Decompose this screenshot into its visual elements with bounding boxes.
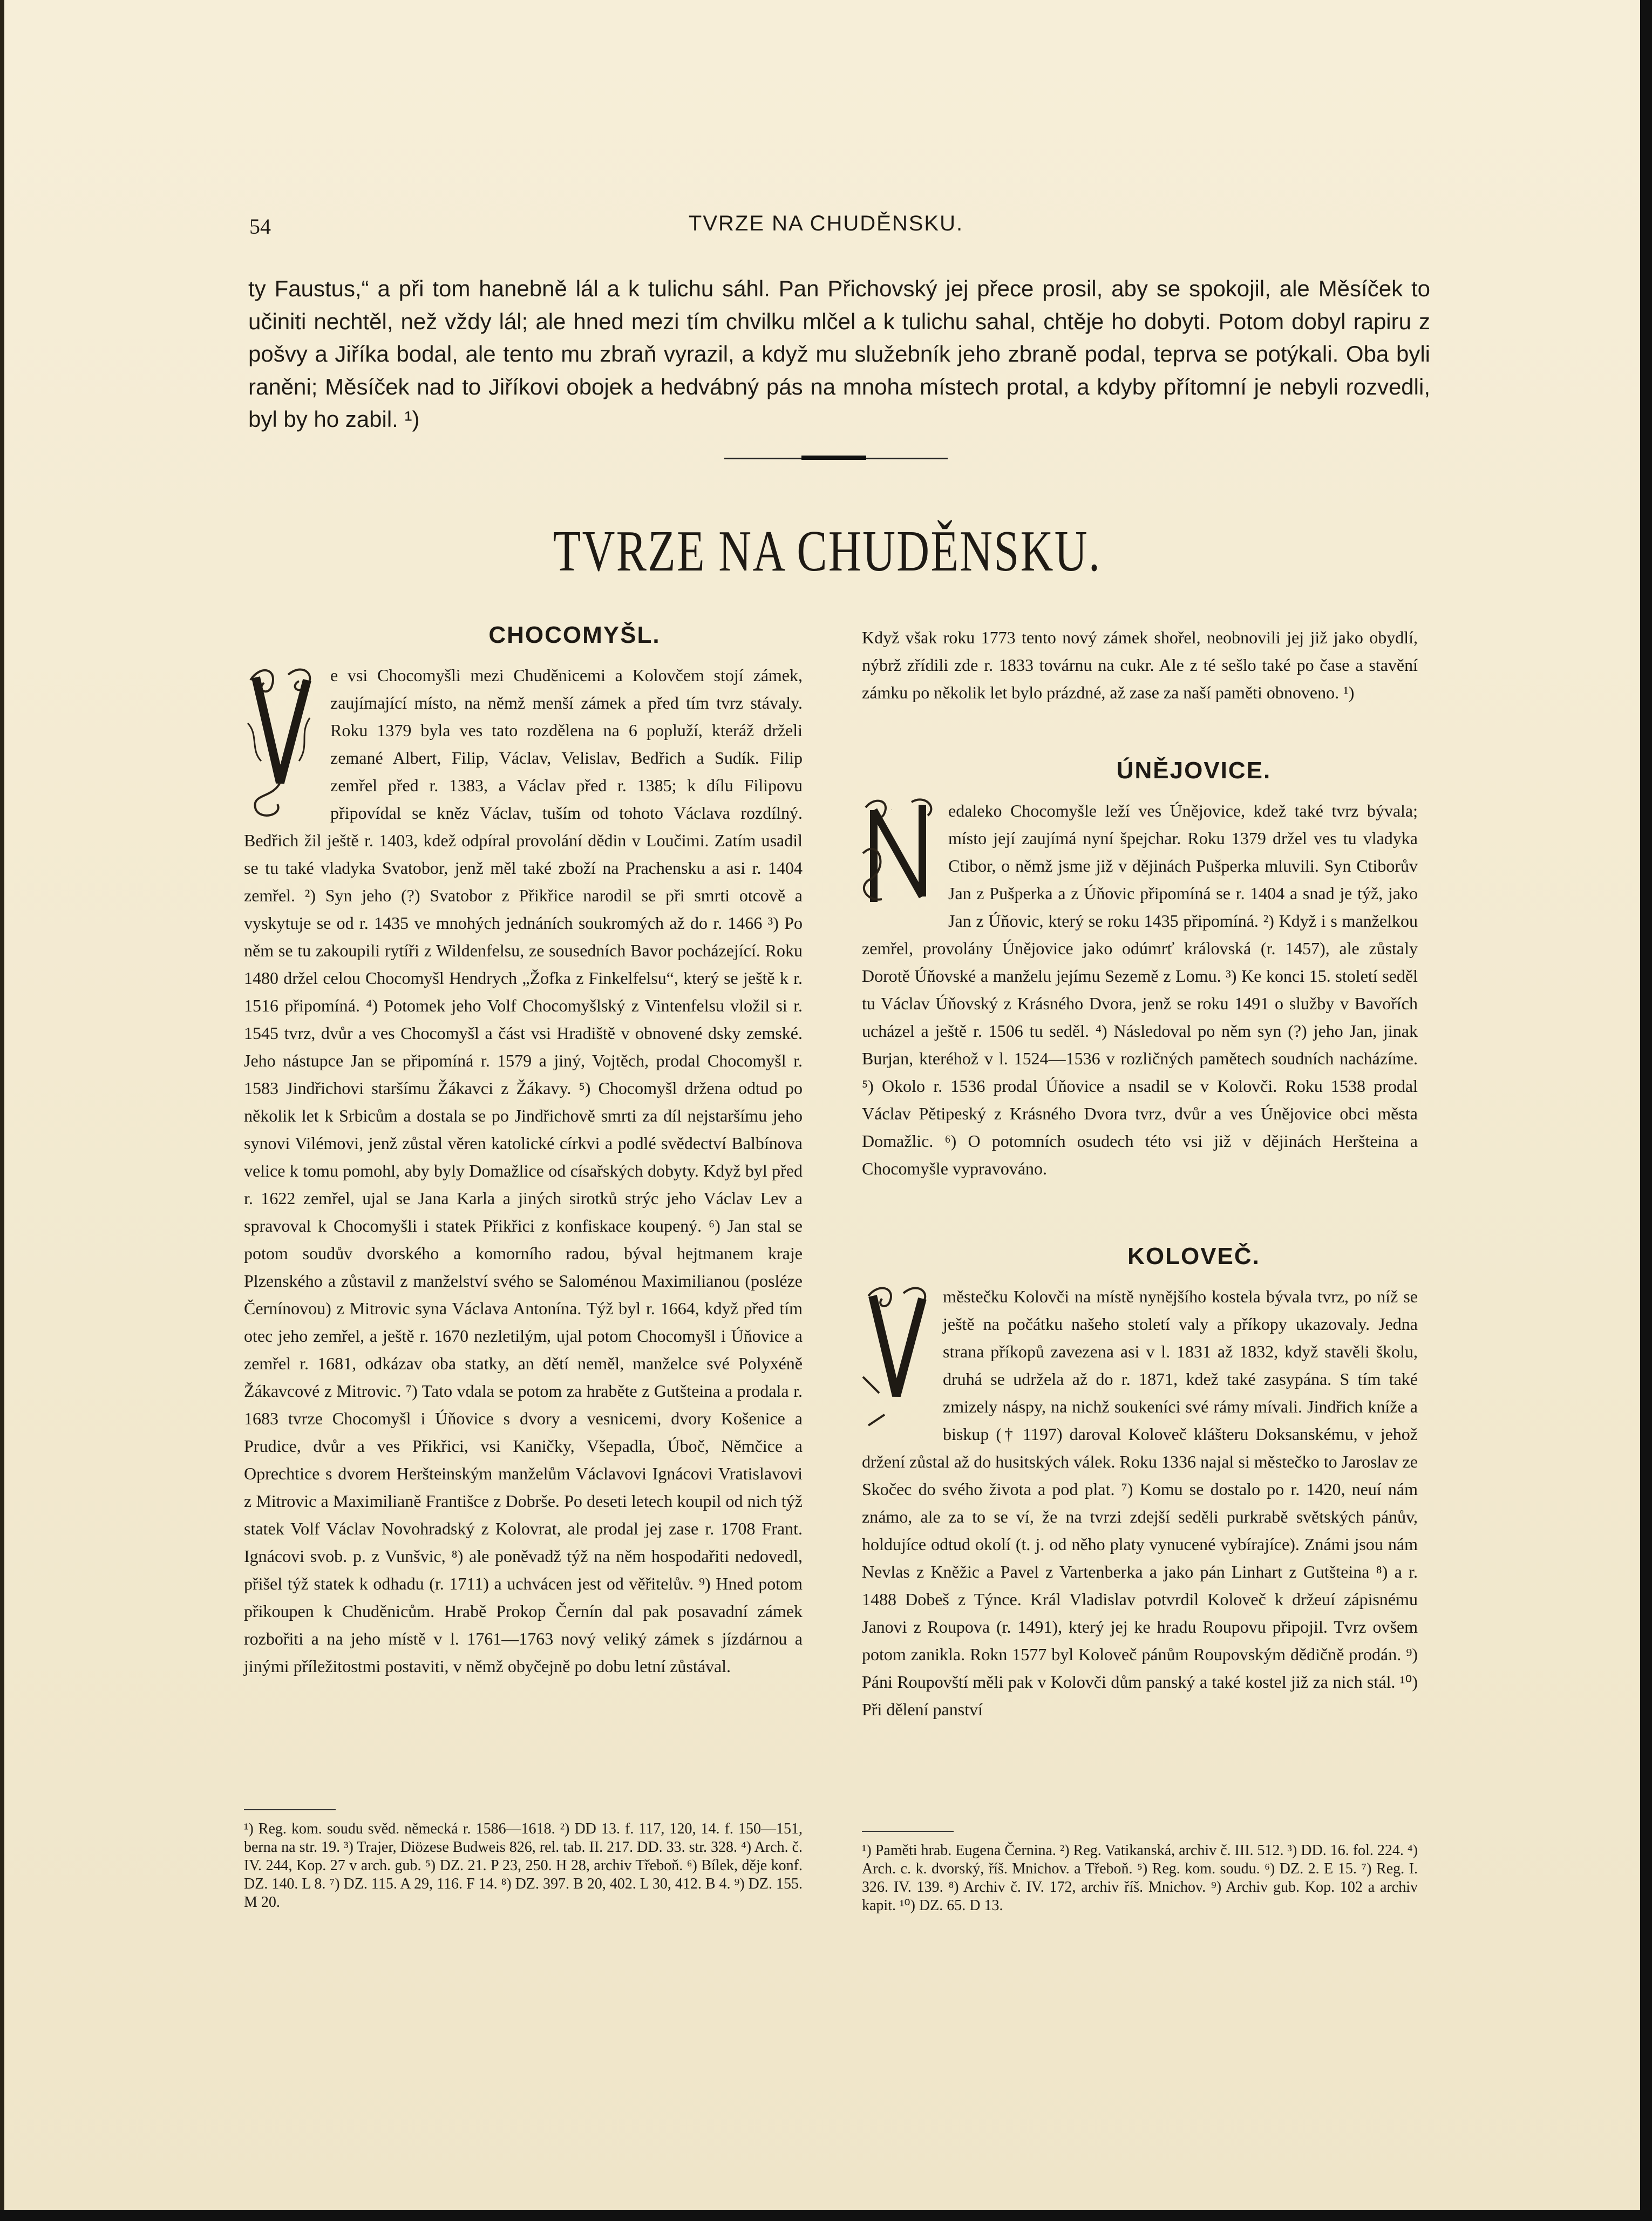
- section-text-chocomysl: [244, 662, 803, 1680]
- ornamental-initial-letter: V: [891, 1295, 892, 1296]
- main-title: TVRZE NA CHUDĚNSKU.: [553, 519, 1102, 583]
- ornamental-initial-n: [858, 794, 939, 913]
- intro-paragraph: [248, 273, 1430, 436]
- section-text-chocomysl-body: e vsi Chocomyšli mezi Chuděnicemi a Kolovčem stojí zámek, zaujímající místo, na němž menší zámek a před tím tvrz stávaly. Roku 1379 byla ves tato rozdělena na 6 popluží, kteráž drželi zemané Albert, Filip, Václav, Velislav, Bedřich a Sudík. Filip zemřel před r. 1383, a Václav před r. 1385; k dílu Filipovu připovídal se kněz Václav, tuším od tohoto Václava rozdílný. Bedřich žil ještě r. 1403, kdež odpíral provolání dědin v Loučimi. Zatím usadil se tu také vladyka Svatobor, jenž měl také zboží na Prachensku a asi r. 1404 zemřel. ²) Syn jeho (?) Svatobor z Přikřice narodil se při smrti otcově a vyskytuje se od r. 1435 ve mnohých jednáních soukromých až do r. 1466 ³) Po něm se tu zakoupili rytíři z Wildenfelsu, ze sousedních Bavor pocházející. Roku 1480 držel celou Chocomyšl Hendrych „Žofka z Finkelfelsu“, který se ještě k r. 1516 připomíná. ⁴) Potomek jeho Volf Chocomyšlský z Vintenfelsu vložil si r. 1545 tvrz, dvůr a ves Chocomyšl a část vsi Hradiště v obnovené dsky zemské. Jeho nástupce Jan se připomíná r. 1579 a jiný, Vojtěch, prodal Chocomyšl r. 1583 Jindřichovi staršímu Žákavci z Žákavy. ⁵) Chocomyšl držena odtud po několik let k Srbicům a dostala se po Jindřichově smrti za díl nejstaršímu jeho synovi Vilémovi, jenž zůstal věren katolické církvi a podlé svědectví Balbínova velice k tomu pomohl, aby byly Domažlice od císařských dobyty. Když byl před r. 1622 zemřel, ujal se Jana Karla a jiných sirotků strýc jeho Václav Lev a spravoval k Chocomyšli i statek Přikřici z konfiskace koupený. ⁶) Jan stal se potom soudův dvorského a komorního radou, býval hejtmanem kraje Plzenského a zůstavil z manželství svého se Saloménou Maximilianou (posléze Černínovou) z Mitrovic syna Václava Antonína. Týž byl r. 1664, když před tím otec jeho zemřel, a ještě r. 1670 nezletilým, ujal potom Chocomyšl i Úňovice a zemřel r. 1681, odkázav oba statky, an dětí neměl, manželce své Polyxéně Žákavcové z Mitrovic. ⁷) Tato vdala se potom za hraběte z Gutšteina a prodala r. 1683 tvrze Chocomyšl i Úňovice s dvory a vesnicemi, dvory Košenice a Prudice, dvůr a ves Přikřici, vsi Kaničky, Všepadla, Úboč, Němčice a Oprechtice s dvorem Heršteinským manželům Václavovi Ignácovi Vratislavovi z Mitrovic a Maximilianě Františce z Dobrše. Po deseti letech koupil od nich týž statek Volf Václav Novohradský z Kolovrat, ale prodal jej zase r. 1708 Frant. Ignácovi svob. p. z Vunšvic, ⁸) ale poněvadž týž na něm hospodařiti nedovedl, přišel týž statek k odhadu (r. 1711) a uchvácen jest od věřitelův. ⁹) Hned potom přikoupen k Chuděnicům. Hrabě Prokop Černín dal pak posavadní zámek rozbořiti a na jeho místě v l. 1761—1763 nový veliký zámek s jízdárnou a jinými příležitostmi postaviti, v němž obyčejně po dobu letní zůstával.: [244, 665, 803, 1676]
- scan-edge-right: [1640, 0, 1652, 2221]
- footnotes-left-text: ¹) Reg. kom. soudu svěd. německá r. 1586—1618. ²) DD 13. f. 117, 120, 14. f. 150—151, berna na str. 19. ³) Trajer, Diözese Budweis 826, rel. tab. II. 217. DD. 33. str. 328. ⁴) Arch. č. IV. 244, Kop. 27 v arch. gub. ⁵) DZ. 21. P 23, 250. H 28, archiv Třeboň. ⁶) Bílek, děje konf. DZ. 140. L 8. ⁷) DZ. 115. A 29, 116. F 14. ⁸) DZ. 397. B 20, 402. L 30, 412. B 4. ⁹) DZ. 155. M 20.: [244, 1821, 803, 1911]
- section-text-kolovec-body: městečku Kolovči na místě nynějšího kostela bývala tvrz, po níž se ještě na počátku našeho století valy a příkopy ukazovaly. Jedna strana příkopů zavezena asi v l. 1831 až 1832, když stavěli školu, druhá se udržela až do r. 1871, kdež také zasypána. S tím také zmizely náspy, na nichž soukeníci své rámy mívali. Jindřich kníže a biskup († 1197) daroval Koloveč klášteru Doksanskému, v jehož držení zůstal až do husitských válek. Roku 1336 najal si městečko to Jaroslav ze Skočec do svého života a pod plat. ⁷) Komu se dostalo po r. 1420, neuí nám známo, ale za to se ví, že na tvrzi zdejší seděli purkrabě světských pánův, holdujíce odtud okolí (t. j. od něho platy vynucené vybírajíce). Známi jsou nám Nevlas z Kněžic a Pavel z Vartenberka a jako pán Linhart z Gutšteina ⁸) a r. 1488 Dobeš z Týnce. Král Vladislav potvrdil Koloveč k držeuí zápisnému Janovi z Roupova (r. 1491), který jej ke hradu Roupovu připojil. Tvrz ovšem potom zanikla. Rokn 1577 byl Koloveč pánům Roupovským dědičně prodán. ⁹) Páni Roupovští měli pak v Kolovči dům panský a také kostel již za nich stál. ¹⁰) Při dělení panství: [862, 1287, 1418, 1719]
- section-heading-chocomysl: CHOCOMYŠL.: [488, 622, 661, 648]
- right-column: [862, 624, 1418, 1723]
- ornamental-initial-letter: N: [891, 810, 892, 811]
- footnote-rule-right: [862, 1831, 954, 1832]
- footnotes-left: [244, 1809, 803, 1912]
- ornamental-initial-v2: [858, 1280, 933, 1431]
- scan-edge-left: [0, 0, 4, 2221]
- footnote-rule-left: [244, 1809, 336, 1810]
- section-text-kolovec: [862, 1283, 1418, 1723]
- section-heading-unejovice: ÚNĚJOVICE.: [1116, 757, 1272, 784]
- intro-text: ty Faustus,“ a při tom hanebně lál a k tulichu sáhl. Pan Přichovský jej přece prosil, aby se spokojil, ale Měsíček to učiniti nechtěl, než vždy lál; ale hned mezi tím chvilku mlčel a k tulichu sahal, chtěje ho dobyti. Potom dobyl rapiru z pošvy a Jiříka bodal, ale tento mu zbraň vyrazil, a když mu služebník jeho zbraně podal, teprva se potýkali. Oba byli raněni; Měsíček nad to Jiříkovi obojek a hedvábný pás na mnoha místech protal, a kdyby přítomní je nebyli rozvedli, byl by ho zabil. ¹): [248, 276, 1430, 432]
- left-column: [244, 621, 803, 1680]
- section-text-chocomysl-continued: Když však roku 1773 tento nový zámek shořel, neobnovili jej již jako obydlí, nýbrž zřídili zde r. 1833 továrnu na cukr. Ale z té sešlo také po čase a stavění zámku po několik let bylo prázdné, až zase za naší paměti obnoveno. ¹): [862, 628, 1418, 702]
- scan-edge-bottom: [0, 2210, 1652, 2221]
- ornamental-initial-letter: V: [273, 674, 274, 675]
- section-text-unejovice-body: edaleko Chocomyšle leží ves Únějovice, kdež také tvrz bývala; místo její zaujímá nyní špejchar. Roku 1379 držel ves tu vladyka Ctibor, o němž jsme již v dějinách Pušperka mluvili. Syn Ctiborův Jan z Pušperka a z Úňovic připomíná se r. 1404 a snad je týž, jako Jan z Úňovic, který se roku 1435 připomíná. ²) Když i s manželkou zemřel, provolány Únějovice jako odúmrť královská (r. 1457), ale zůstaly Dorotě Úňovské a manželu jejímu Sezemě z Lomu. ³) Ke konci 15. století seděl tu Václav Úňovský z Krásného Dvora, jenž se roku 1491 o služby v Bavořích ucházel a ještě r. 1506 tu seděl. ⁴) Následoval po něm syn (?) jeho Jan, jinak Burjan, kteréhož v l. 1524—1536 v rozličných pamětech soudních nacházíme. ⁵) Okolo r. 1536 prodal Úňovice a nsadil se v Kolovči. Roku 1538 prodal Václav Pětipeský z Krásného Dvora tvrz, dvůr a ves Únějovice obci města Domažlic. ⁶) O potomních osudech této vsi již v dějinách Heršteina a Chocomyšle vypravováno.: [862, 801, 1418, 1178]
- section-text-unejovice: [862, 797, 1418, 1183]
- ornamental-initial-v: [240, 658, 321, 820]
- footnotes-right: [862, 1831, 1418, 1915]
- footnotes-right-text: ¹) Paměti hrab. Eugena Černina. ²) Reg. Vatikanská, archiv č. III. 512. ³) DD. 16. fol. 224. ⁴) Arch. c. k. dvorský, říš. Mnichov. a Třeboň. ⁵) Reg. kom. soudu. ⁶) DZ. 2. E 15. ⁷) Reg. I. 326. IV. 139. ⁸) Archiv č. IV. 172, archiv říš. Mnichov. ⁹) Archiv gub. Kop. 102 a archiv kapit. ¹⁰) DZ. 65. D 13.: [862, 1842, 1418, 1914]
- page-number: 54: [249, 214, 271, 239]
- running-head: TVRZE NA CHUDĚNSKU.: [688, 212, 964, 235]
- section-heading-kolovec: KOLOVEČ.: [1127, 1243, 1260, 1269]
- section-divider-center: [801, 456, 866, 460]
